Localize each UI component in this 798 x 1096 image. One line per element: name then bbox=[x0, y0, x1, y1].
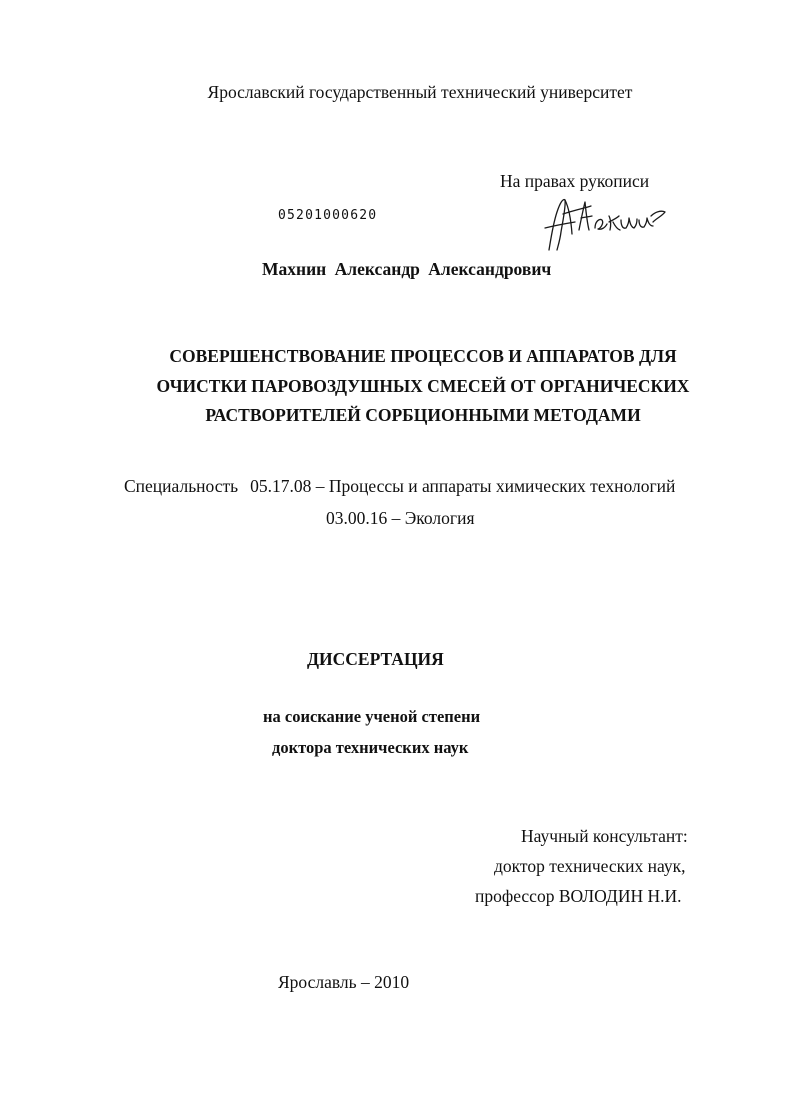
place-and-year: Ярославль – 2010 bbox=[278, 972, 410, 992]
manuscript-rights-note: На правах рукописи bbox=[500, 171, 650, 191]
specialty-label: Специальность bbox=[124, 476, 239, 496]
specialty-line-1 bbox=[124, 475, 675, 497]
specialty-secondary: 03.00.16 – Экология bbox=[326, 508, 475, 528]
title-line-1: СОВЕРШЕНСТВОВАНИЕ ПРОЦЕССОВ И АППАРАТОВ ДЛЯ bbox=[169, 346, 677, 366]
university-name: Ярославский государственный технический университет bbox=[207, 82, 633, 102]
degree-line-1: на соискание ученой степени bbox=[263, 707, 481, 726]
consultant-name: профессор ВОЛОДИН Н.И. bbox=[475, 886, 682, 906]
degree-line-2: доктора технических наук bbox=[272, 738, 469, 757]
title-line-2: ОЧИСТКИ ПАРОВОЗДУШНЫХ СМЕСЕЙ ОТ ОРГАНИЧЕСКИХ bbox=[156, 376, 690, 396]
handwritten-signature-icon bbox=[535, 188, 675, 258]
title-line-3: РАСТВОРИТЕЛЕЙ СОРБЦИОННЫМИ МЕТОДАМИ bbox=[205, 405, 641, 425]
consultant-label: Научный консультант: bbox=[521, 826, 688, 846]
author-name: Махнин Александр Александрович bbox=[262, 259, 552, 279]
specialty-primary: 05.17.08 – Процессы и аппараты химических технологий bbox=[250, 476, 676, 496]
consultant-degree: доктор технических наук, bbox=[494, 856, 686, 876]
registry-code: 05201000620 bbox=[278, 208, 378, 223]
work-type-heading: ДИССЕРТАЦИЯ bbox=[307, 649, 444, 669]
